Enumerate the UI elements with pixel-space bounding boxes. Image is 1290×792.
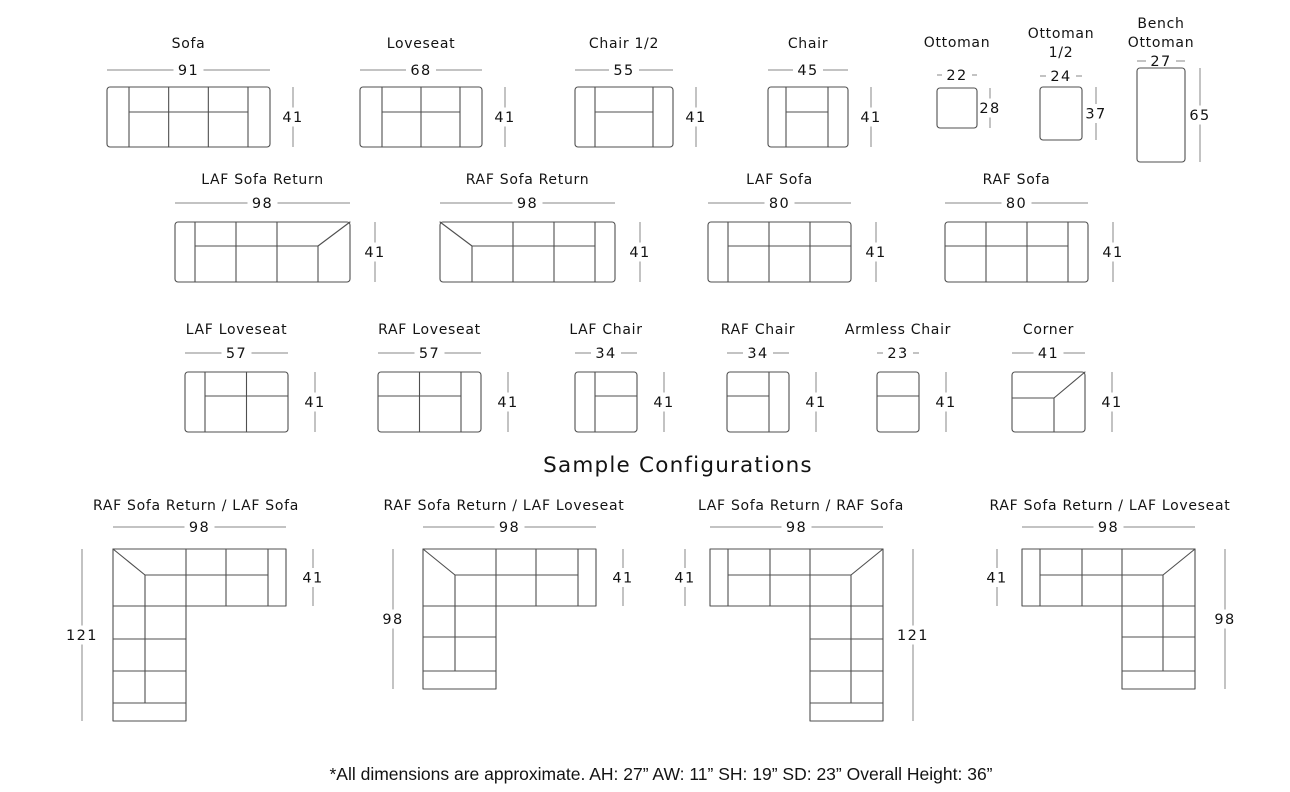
config-label: RAF Sofa Return / LAF Loveseat bbox=[383, 498, 625, 514]
width-dimension: 98 bbox=[188, 520, 211, 536]
width-dimension: 98 bbox=[1097, 520, 1120, 536]
height-dimension: 41 bbox=[935, 395, 957, 411]
height-dimension: 41 bbox=[497, 395, 519, 411]
height-dimension: 41 bbox=[302, 570, 324, 587]
piece-laf-sofa-return bbox=[175, 172, 386, 282]
height-dimension: 121 bbox=[66, 628, 98, 644]
height-dimension: 41 bbox=[1101, 395, 1123, 411]
height-dimension: 41 bbox=[860, 110, 882, 126]
piece-label: Sofa bbox=[171, 36, 206, 52]
width-dimension: 22 bbox=[946, 68, 968, 84]
width-dimension: 55 bbox=[613, 63, 635, 79]
width-dimension: 34 bbox=[595, 346, 617, 362]
piece-label: RAF Sofa bbox=[982, 172, 1051, 188]
height-dimension: 41 bbox=[494, 110, 516, 126]
piece-raf-loveseat bbox=[378, 322, 519, 432]
width-dimension: 98 bbox=[785, 520, 808, 536]
dimensions-footnote: *All dimensions are approximate. AH: 27” AW: 11” SH: 19” SD: 23” Overall Height: 36” bbox=[329, 764, 993, 784]
width-dimension: 41 bbox=[1037, 346, 1060, 362]
config-label: RAF Sofa Return / LAF Loveseat bbox=[989, 498, 1231, 514]
width-dimension: 98 bbox=[498, 520, 521, 536]
height-dimension: 41 bbox=[1102, 245, 1124, 261]
piece-label: Corner bbox=[1022, 322, 1075, 338]
sample-configurations-heading: Sample Configurations bbox=[543, 453, 813, 478]
piece-laf-chair bbox=[569, 322, 674, 432]
height-dimension: 28 bbox=[979, 101, 1001, 117]
piece-laf-sofa bbox=[708, 172, 887, 282]
height-dimension: 98 bbox=[382, 612, 404, 628]
piece-label: LAF Sofa Return bbox=[201, 172, 324, 188]
piece-bench-ottoman bbox=[1128, 16, 1211, 162]
height-dimension: 41 bbox=[304, 395, 326, 411]
piece-label: Ottoman bbox=[923, 35, 991, 51]
piece-label: LAF Sofa bbox=[746, 172, 813, 188]
width-dimension: 27 bbox=[1150, 54, 1172, 70]
height-dimension: 41 bbox=[674, 570, 696, 587]
piece-label: Ottoman bbox=[1027, 26, 1095, 42]
height-dimension: 41 bbox=[805, 395, 827, 411]
height-dimension: 65 bbox=[1189, 108, 1211, 124]
height-dimension: 41 bbox=[364, 245, 386, 261]
piece-chair-half bbox=[575, 36, 707, 147]
width-dimension: 91 bbox=[177, 63, 200, 79]
piece-loveseat bbox=[360, 36, 516, 147]
width-dimension: 80 bbox=[1005, 196, 1028, 212]
piece-label: RAF Sofa Return bbox=[465, 172, 590, 188]
height-dimension: 41 bbox=[865, 245, 887, 261]
width-dimension: 57 bbox=[418, 346, 441, 362]
height-dimension: 41 bbox=[986, 570, 1008, 587]
height-dimension: 41 bbox=[282, 110, 304, 126]
piece-laf-loveseat bbox=[185, 322, 326, 432]
width-dimension: 34 bbox=[747, 346, 769, 362]
piece-raf-sofa bbox=[945, 172, 1124, 282]
piece-ottoman-half bbox=[1028, 26, 1107, 140]
height-dimension: 37 bbox=[1085, 106, 1107, 123]
piece-label: Chair 1/2 bbox=[588, 36, 660, 52]
piece-raf-sofa-return bbox=[440, 172, 651, 282]
config-label: RAF Sofa Return / LAF Sofa bbox=[92, 498, 300, 514]
width-dimension: 80 bbox=[768, 196, 791, 212]
piece-label: Armless Chair bbox=[844, 322, 952, 338]
piece-label-line2: Ottoman bbox=[1127, 35, 1195, 51]
height-dimension: 98 bbox=[1214, 612, 1236, 628]
piece-raf-chair bbox=[721, 322, 827, 432]
config-2 bbox=[382, 498, 633, 689]
width-dimension: 45 bbox=[797, 63, 819, 79]
width-dimension: 23 bbox=[887, 346, 909, 362]
piece-label: Loveseat bbox=[386, 36, 456, 52]
piece-ottoman bbox=[924, 35, 1001, 128]
height-dimension: 41 bbox=[653, 395, 675, 411]
width-dimension: 68 bbox=[410, 63, 432, 79]
height-dimension: 41 bbox=[612, 570, 634, 587]
piece-chair bbox=[768, 36, 882, 147]
config-label: LAF Sofa Return / RAF Sofa bbox=[697, 498, 905, 514]
config-1 bbox=[66, 498, 324, 721]
width-dimension: 24 bbox=[1050, 69, 1072, 85]
piece-label: LAF Chair bbox=[569, 322, 643, 338]
piece-label-line2: 1/2 bbox=[1048, 45, 1074, 61]
width-dimension: 98 bbox=[251, 196, 274, 212]
height-dimension: 41 bbox=[629, 245, 651, 261]
config-3 bbox=[674, 498, 929, 721]
piece-label: RAF Chair bbox=[720, 322, 796, 338]
piece-corner bbox=[1012, 322, 1123, 432]
piece-label: Chair bbox=[787, 36, 829, 52]
width-dimension: 57 bbox=[225, 346, 248, 362]
piece-label: RAF Loveseat bbox=[378, 322, 481, 338]
piece-label: LAF Loveseat bbox=[185, 322, 288, 338]
height-dimension: 41 bbox=[685, 110, 707, 126]
piece-sofa bbox=[107, 36, 304, 147]
height-dimension: 121 bbox=[897, 628, 929, 644]
piece-armless-chair bbox=[845, 322, 957, 432]
config-4 bbox=[986, 498, 1235, 689]
piece-label: Bench bbox=[1137, 16, 1185, 32]
width-dimension: 98 bbox=[516, 196, 539, 212]
